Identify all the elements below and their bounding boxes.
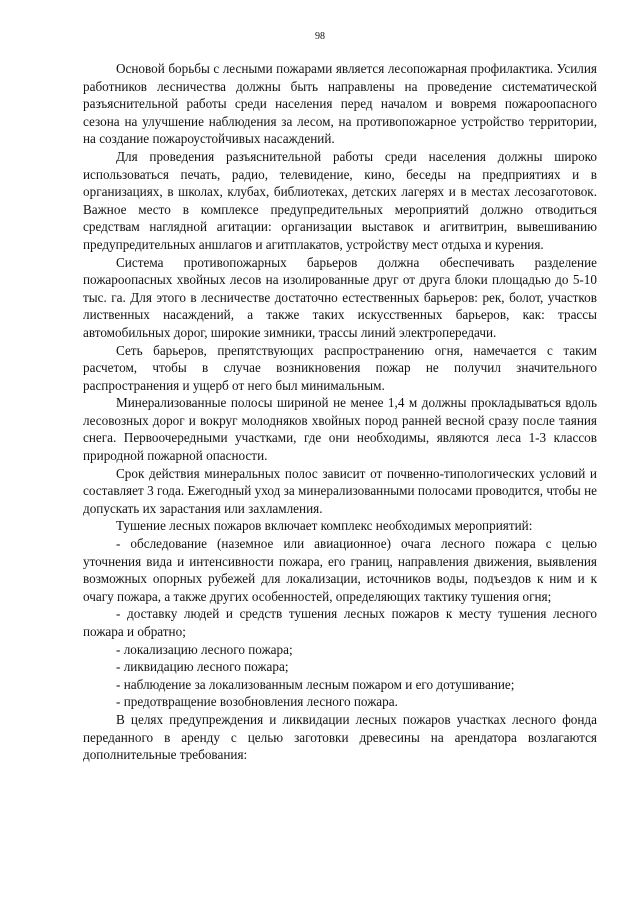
paragraph-outreach-work: Для проведения разъяснительной работы среди населения должны широко использоваться печать, радио, телевидение, кино, беседы на предприятиях и в организациях, в школах, клубах, библиотеках, детских лагерях и в местах лесозаготовок. Важное место в комплексе предупредительных мероприятий должно отводиться средствам наглядной агитации: организации выставок и агитвитрин, вывешиванию предупредительных аншлагов и агитплакатов, устройству мест отдыха и курения. (83, 148, 597, 252)
list-item-prevention-of-renewal: - предотвращение возобновления лесного пожара. (116, 694, 398, 710)
page-body (83, 60, 597, 764)
paragraph-firefighting-measures: Тушение лесных пожаров включает комплекс необходимых мероприятий: (116, 518, 533, 534)
paragraph-barrier-network: Сеть барьеров, препятствующих распространению огня, намечается с таким расчетом, чтобы в случае возникновения пожар не получил значительного распространения и ущерб от него был минимальным. (83, 342, 597, 393)
list-item-localization: - локализацию лесного пожара; (116, 641, 293, 657)
paragraph-prevention-basis: Основой борьбы с лесными пожарами является лесопожарная профилактика. Усилия работников лесничества должны быть направлены на проведение систематической разъяснительной работы среди населения перед началом и вовремя пожароопасного сезона на улучшение наблюдения за лесом, на противопожарное устройство территории, на создание пожароустойчивых насаждений. (83, 61, 597, 147)
list-item-inspection: - обследование (наземное или авиационное) очага лесного пожара с целью уточнения вида и интенсивности пожара, его границ, направления движения, выявления возможных опорных рубежей для локализации, источников воды, подъездов к ним и к очагу пожара, а также других особенностей, определяющих тактику тушения огня; (83, 536, 597, 604)
page-number: 98 (315, 31, 325, 42)
paragraph-barrier-system: Система противопожарных барьеров должна обеспечивать разделение пожароопасных хвойных лесов на изолированные друг от друга блоки площадью до 5-10 тыс. га. Для этого в лесничестве достаточно естественных барьеров: рек, болот, участков лиственных насаждений, а также таких искусственных барьеров, как: трассы автомобильных дорог, широкие зимники, трассы линий электропередачи. (83, 254, 597, 340)
paragraph-lessee-requirements: В целях предупреждения и ликвидации лесных пожаров участках лесного фонда переданного в аренду с целью заготовки древесины на арендатора возлагаются дополнительные требования: (83, 711, 597, 763)
paragraph-mineralized-strips: Минерализованные полосы шириной не менее 1,4 м должны прокладываться вдоль лесовозных дорог и вокруг молодняков хвойных пород ранней весной сразу после таяния снега. Первоочередными участками, где они необходимы, являются леса 1-3 классов природной пожарной опасности. (83, 395, 597, 464)
list-item-liquidation: - ликвидацию лесного пожара; (116, 659, 289, 675)
list-item-observation: - наблюдение за локализованным лесным пожаром и его дотушивание; (116, 676, 515, 692)
list-item-delivery: - доставку людей и средств тушения лесных пожаров к месту тушения лесного пожара и обратно; (83, 606, 597, 639)
paragraph-strip-lifetime: Срок действия минеральных полос зависит от почвенно-типологических условий и составляет 3 года. Ежегодный уход за минерализованными полосами проводится, чтобы не допускать их зарастания или захламления. (83, 465, 597, 516)
